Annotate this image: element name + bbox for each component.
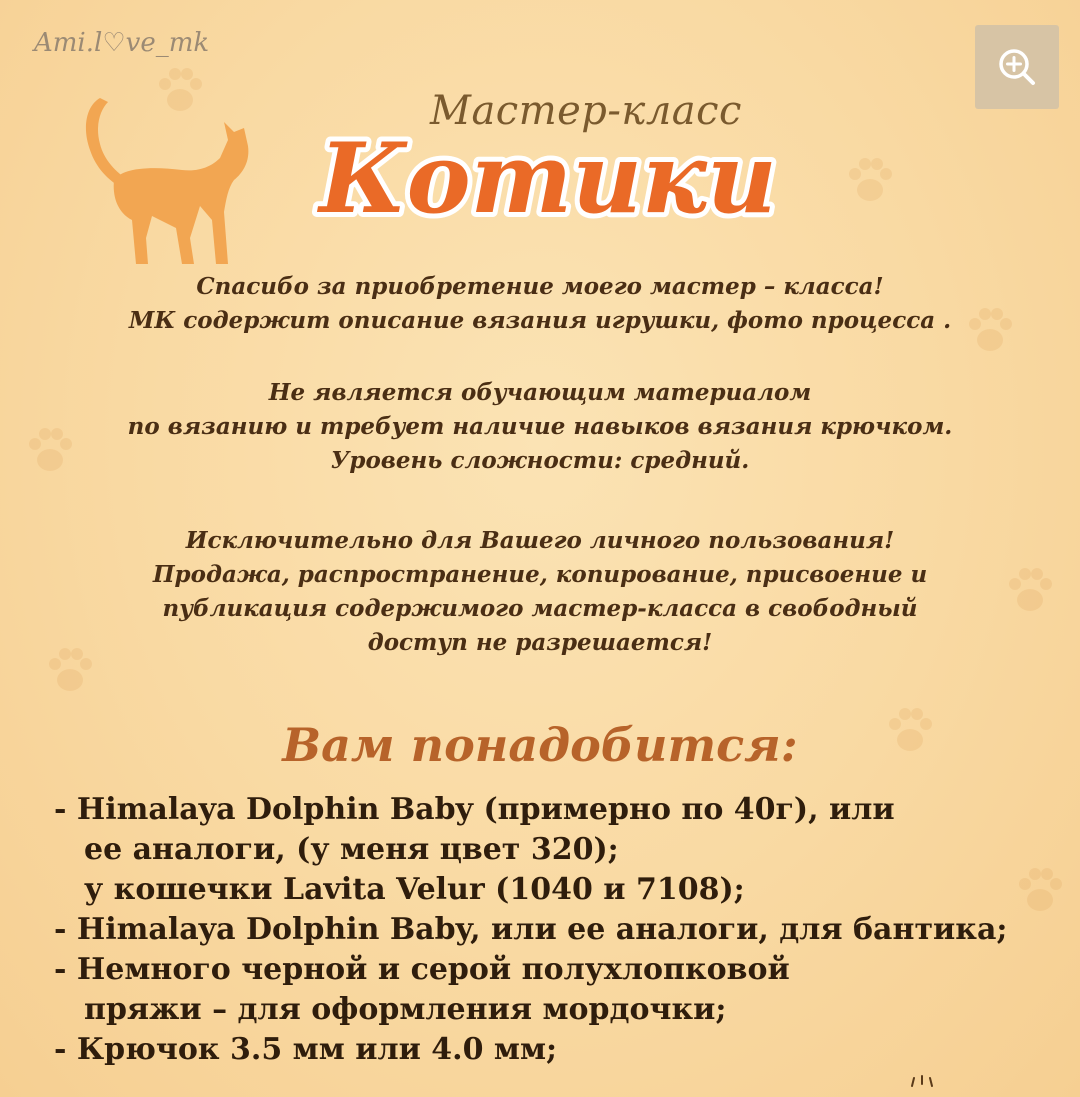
list-item: пряжи – для оформления мордочки; xyxy=(84,992,727,1027)
intro-line: МК содержит описание вязания игрушки, фото процесса . xyxy=(128,307,952,334)
list-item: - Немного черной и серой полухлопковой xyxy=(54,952,790,987)
materials-list xyxy=(54,790,1064,1070)
intro-line: Продажа, распространение, копирование, присвоение и xyxy=(152,561,928,588)
intro-line: по вязанию и требует наличие навыков вязания крючком. xyxy=(127,413,953,440)
list-item: - Крючок 3.5 мм или 4.0 мм; xyxy=(54,1032,558,1067)
paw-print-icon xyxy=(1000,560,1060,620)
paw-print-icon xyxy=(880,700,940,760)
intro-line: Уровень сложности: средний. xyxy=(330,447,750,474)
watermark: Ami.l♡ve_mk xyxy=(34,28,210,58)
title-text: Котики xyxy=(319,122,777,235)
list-item: у кошечки Lavita Velur (1040 и 7108); xyxy=(84,872,745,907)
intro-paragraph-2 xyxy=(80,376,1000,478)
sparkle-icon xyxy=(900,1068,940,1097)
paw-print-icon xyxy=(840,150,900,210)
list-item: ее аналоги, (у меня цвет 320); xyxy=(84,832,619,867)
intro-line: Исключительно для Вашего личного пользования! xyxy=(185,527,895,554)
intro-line: публикация содержимого мастер-класса в свободный xyxy=(162,595,918,622)
list-item: - Himalaya Dolphin Baby (примерно по 40г), или xyxy=(54,792,895,827)
header-subtitle: Мастер-класс xyxy=(430,88,742,134)
list-item: - Himalaya Dolphin Baby, или ее аналоги, для бантика; xyxy=(54,912,1008,947)
intro-line: Не является обучающим материалом xyxy=(268,379,812,406)
cat-silhouette-icon xyxy=(78,88,258,278)
intro-paragraph-1 xyxy=(80,270,1000,338)
header-title xyxy=(318,112,778,242)
zoom-button[interactable] xyxy=(975,25,1059,109)
intro-paragraph-3 xyxy=(80,524,1000,660)
materials-heading: Вам понадобится: xyxy=(282,718,798,772)
zoom-in-icon xyxy=(995,45,1039,89)
intro-line: доступ не разрешается! xyxy=(367,629,713,656)
paw-print-icon xyxy=(20,420,80,480)
intro-line: Спасибо за приобретение моего мастер – класса! xyxy=(196,273,884,300)
